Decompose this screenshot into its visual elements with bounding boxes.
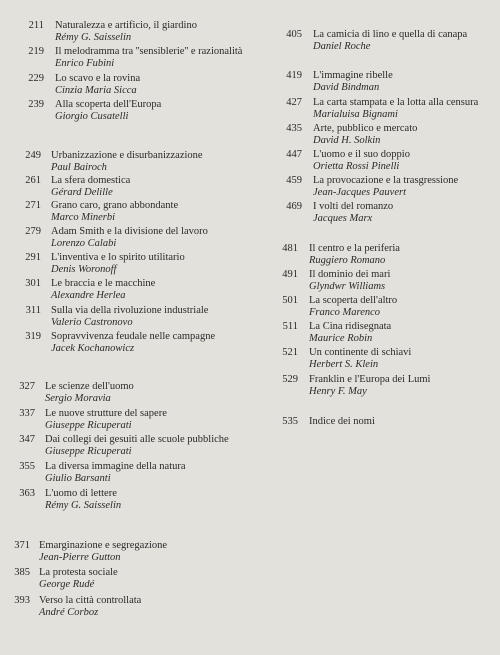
chapter-author: Henry F. May bbox=[309, 386, 367, 397]
chapter-title: Il dominio dei mari bbox=[309, 269, 391, 280]
chapter-author: Gérard Delille bbox=[51, 187, 113, 198]
chapter-author: Rémy G. Saisselin bbox=[55, 32, 132, 43]
chapter-title: L'immagine ribelle bbox=[313, 70, 393, 81]
page-number: 405 bbox=[286, 29, 302, 40]
chapter-title: Arte, pubblico e mercato bbox=[313, 123, 418, 134]
chapter-author: Marco Minerbi bbox=[51, 212, 116, 223]
chapter-title: La provocazione e la trasgressione bbox=[313, 175, 459, 186]
chapter-title: Sopravvivenza feudale nelle campagne bbox=[51, 331, 216, 342]
chapter-author: David Bindman bbox=[313, 82, 380, 93]
chapter-title: La sfera domestica bbox=[51, 175, 131, 186]
page-number: 491 bbox=[282, 269, 298, 280]
page-number: 511 bbox=[282, 321, 298, 332]
chapter-title: L'uomo e il suo doppio bbox=[313, 149, 410, 160]
chapter-title: Un continente di schiavi bbox=[309, 347, 412, 358]
chapter-title: Naturalezza e artificio, il giardino bbox=[55, 20, 197, 31]
page-number: 291 bbox=[25, 252, 41, 263]
page-number: 337 bbox=[19, 408, 35, 419]
chapter-author: Cinzia Maria Sicca bbox=[55, 85, 137, 96]
page-number: 261 bbox=[25, 175, 41, 186]
page-number: 363 bbox=[19, 488, 35, 499]
page-number: 447 bbox=[286, 149, 302, 160]
page-number: 521 bbox=[282, 347, 298, 358]
chapter-author: Enrico Fubini bbox=[55, 58, 115, 69]
page-number: 481 bbox=[282, 243, 298, 254]
chapter-title: Il centro e la periferia bbox=[309, 243, 400, 254]
chapter-author: Valerio Castronovo bbox=[51, 317, 133, 328]
page-number: 427 bbox=[286, 97, 302, 108]
chapter-title: Emarginazione e segregazione bbox=[39, 540, 168, 551]
page-number: 355 bbox=[19, 461, 35, 472]
chapter-author: André Corboz bbox=[39, 607, 99, 618]
chapter-title: L'uomo di lettere bbox=[45, 488, 117, 499]
chapter-author: Herbert S. Klein bbox=[309, 359, 379, 370]
chapter-author: Paul Bairoch bbox=[51, 162, 107, 173]
page-number: 279 bbox=[25, 226, 41, 237]
page-number: 371 bbox=[14, 540, 30, 551]
chapter-author: Jacek Kochanowicz bbox=[51, 343, 135, 354]
chapter-title: L'inventiva e lo spirito utilitario bbox=[51, 252, 185, 263]
chapter-title: Franklin e l'Europa dei Lumi bbox=[309, 374, 431, 385]
chapter-title: Le nuove strutture del sapere bbox=[45, 408, 167, 419]
page-number: 229 bbox=[28, 73, 44, 84]
chapter-author: Franco Marenco bbox=[309, 307, 381, 318]
chapter-title: Indice dei nomi bbox=[309, 416, 375, 427]
chapter-author: David H. Solkin bbox=[313, 135, 381, 146]
chapter-title: Urbanizzazione e disurbanizzazione bbox=[51, 150, 203, 161]
chapter-author: Alexandre Herlea bbox=[51, 290, 126, 301]
page-number: 249 bbox=[25, 150, 41, 161]
page-number: 469 bbox=[286, 201, 302, 212]
chapter-author: Maurice Robin bbox=[309, 333, 373, 344]
page-number: 419 bbox=[286, 70, 302, 81]
chapter-author: George Rudé bbox=[39, 579, 95, 590]
page-number: 211 bbox=[28, 20, 44, 31]
chapter-author: Giulio Barsanti bbox=[45, 473, 111, 484]
page-number: 535 bbox=[282, 416, 298, 427]
page-number: 459 bbox=[286, 175, 302, 186]
chapter-title: La diversa immagine della natura bbox=[45, 461, 186, 472]
chapter-author: Jean-Pierre Gutton bbox=[39, 552, 121, 563]
chapter-title: La carta stampata e la lotta alla censura bbox=[313, 97, 479, 108]
chapter-author: Orietta Rossi Pinelli bbox=[313, 161, 400, 172]
chapter-title: Sulla via della rivoluzione industriale bbox=[51, 305, 209, 316]
chapter-author: Marialuisa Bignami bbox=[313, 109, 398, 120]
chapter-title: Il melodramma tra ''sensiblerie'' e razionalità bbox=[55, 46, 243, 57]
chapter-author: Daniel Roche bbox=[313, 41, 371, 52]
page-number: 327 bbox=[19, 381, 35, 392]
page-number: 311 bbox=[25, 305, 41, 316]
chapter-author: Denis Woronoff bbox=[51, 264, 117, 275]
page-number: 347 bbox=[19, 434, 35, 445]
chapter-author: Glyndwr Williams bbox=[309, 281, 386, 292]
chapter-author: Ruggiero Romano bbox=[309, 255, 386, 266]
chapter-title: I volti del romanzo bbox=[313, 201, 394, 212]
chapter-title: La scoperta dell'altro bbox=[309, 295, 398, 306]
chapter-title: Lo scavo e la rovina bbox=[55, 73, 141, 84]
chapter-title: Le scienze dell'uomo bbox=[45, 381, 134, 392]
chapter-title: La protesta sociale bbox=[39, 567, 118, 578]
page-number: 385 bbox=[14, 567, 30, 578]
chapter-author: Jean-Jacques Pauvert bbox=[313, 187, 406, 198]
chapter-author: Giorgio Cusatelli bbox=[55, 111, 129, 122]
chapter-title: Alla scoperta dell'Europa bbox=[55, 99, 162, 110]
page-number: 529 bbox=[282, 374, 298, 385]
page-number: 219 bbox=[28, 46, 44, 57]
chapter-author: Lorenzo Calabi bbox=[51, 238, 117, 249]
chapter-title: Le braccia e le macchine bbox=[51, 278, 156, 289]
page-number: 239 bbox=[28, 99, 44, 110]
chapter-author: Sergio Moravia bbox=[45, 393, 111, 404]
chapter-title: Dai collegi dei gesuiti alle scuole pubbliche bbox=[45, 434, 229, 445]
chapter-author: Giuseppe Ricuperati bbox=[45, 420, 132, 431]
page-number: 393 bbox=[14, 595, 30, 606]
chapter-title: Adam Smith e la divisione del lavoro bbox=[51, 226, 208, 237]
chapter-author: Rémy G. Saisselin bbox=[45, 500, 122, 511]
chapter-title: Verso la città controllata bbox=[39, 595, 142, 606]
chapter-title: La camicia di lino e quella di canapa bbox=[313, 29, 468, 40]
chapter-title: Grano caro, grano abbondante bbox=[51, 200, 179, 211]
chapter-title: La Cina ridisegnata bbox=[309, 321, 392, 332]
chapter-author: Jacques Marx bbox=[313, 213, 373, 224]
chapter-author: Giuseppe Ricuperati bbox=[45, 446, 132, 457]
page-number: 435 bbox=[286, 123, 302, 134]
page-number: 319 bbox=[25, 331, 41, 342]
page-number: 271 bbox=[25, 200, 41, 211]
page-number: 301 bbox=[25, 278, 41, 289]
page-number: 501 bbox=[282, 295, 298, 306]
